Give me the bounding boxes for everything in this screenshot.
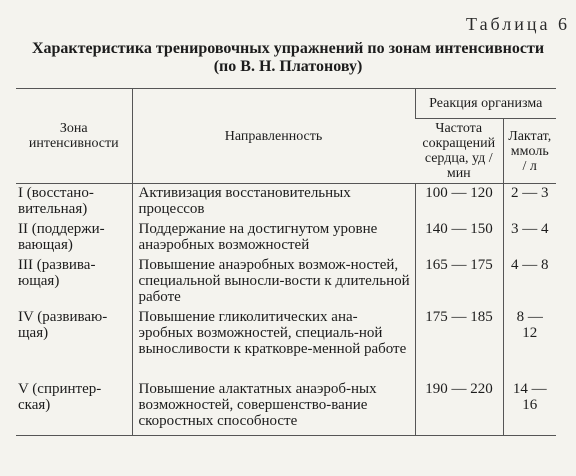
table-title bbox=[0, 40, 576, 76]
header-lactate: Лактат, ммоль / л bbox=[503, 119, 556, 184]
cell-lactate: 2 — 3 bbox=[503, 184, 556, 220]
header-heart-rate: Частота сокращений сердца, уд / мин bbox=[415, 119, 503, 184]
cell-zone: I (восстано-вительная) bbox=[18, 185, 94, 217]
cell-zone: IV (развиваю-щая) bbox=[18, 308, 108, 341]
cell-direction: Повышение алактатных анаэроб-ных возможностей, совершенство-вание скоростных способносте bbox=[132, 380, 415, 436]
cell-heart-rate: 165 — 175 bbox=[415, 256, 503, 308]
title-line-2: (по В. Н. Платонову) bbox=[213, 58, 363, 75]
table-row bbox=[16, 256, 556, 308]
cell-heart-rate: 140 — 150 bbox=[415, 220, 503, 256]
cell-heart-rate: 190 — 220 bbox=[415, 380, 503, 436]
table-row bbox=[16, 184, 556, 220]
cell-direction: Повышение гликолитических ана-эробных возможностей, специаль-ной выносливости к кратковре-менной работе bbox=[132, 308, 415, 380]
intensity-zones-table bbox=[16, 88, 556, 436]
header-direction: Направленность bbox=[132, 89, 415, 184]
header-zone: Зона интенсивности bbox=[16, 89, 132, 184]
table-row bbox=[16, 220, 556, 256]
cell-heart-rate: 175 — 185 bbox=[415, 308, 503, 380]
table-row bbox=[16, 380, 556, 436]
cell-zone: V (спринтер-ская) bbox=[16, 380, 132, 436]
cell-lactate: 4 — 8 bbox=[503, 256, 556, 308]
cell-lactate: 14 — 16 bbox=[503, 380, 556, 436]
cell-lactate: 8 — 12 bbox=[503, 308, 556, 380]
table-number-label: Таблица 6 bbox=[466, 14, 570, 34]
cell-direction: Поддержание на достигнутом уровне анаэробных возможностей bbox=[132, 220, 415, 256]
cell-direction: Повышение анаэробных возмож-ностей, специальной выносли-вости к длительной работе bbox=[132, 256, 415, 308]
cell-zone: II (поддержи-вающая) bbox=[18, 220, 105, 253]
cell-direction: Активизация восстановительных процессов bbox=[132, 184, 415, 220]
table-row bbox=[16, 308, 556, 380]
cell-zone: III (развива-ющая) bbox=[18, 256, 96, 289]
title-line-1: Характеристика тренировочных упражнений по зонам интенсивности bbox=[31, 40, 545, 57]
cell-heart-rate: 100 — 120 bbox=[415, 184, 503, 220]
header-reaction: Реакция организма bbox=[415, 89, 556, 119]
cell-lactate: 3 — 4 bbox=[503, 220, 556, 256]
